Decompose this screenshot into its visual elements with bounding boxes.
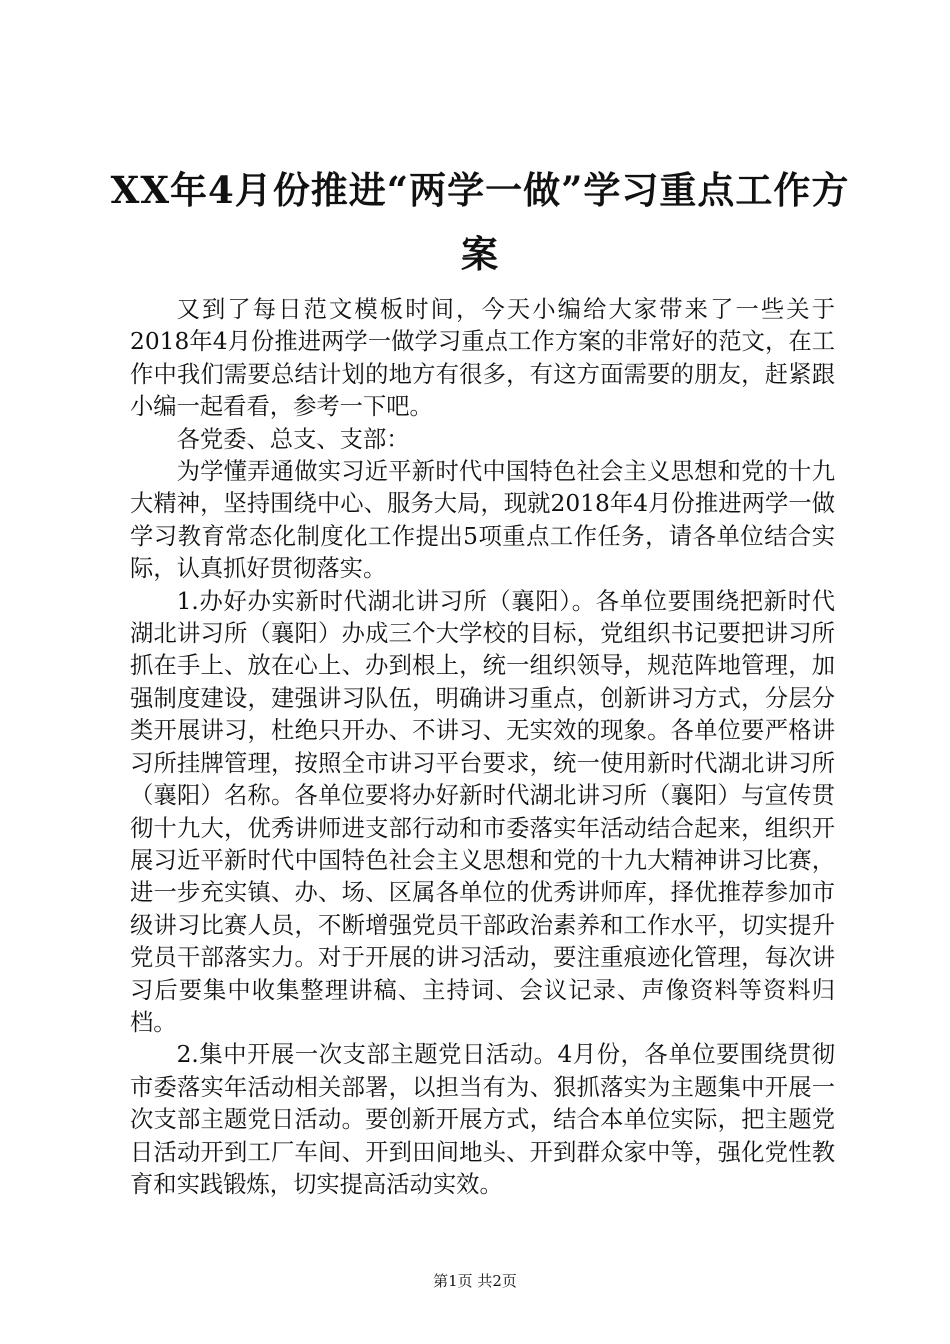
- task-2-paragraph: 2.集中开展一次支部主题党日活动。4月份，各单位要围绕贯彻市委落实年活动相关部署，以担当有为、狠抓落实为主题集中开展一次支部主题党日活动。要创新开展方式，结合本单位实际，把主题党日活动开到工厂车间、开到田间地头、开到群众家中等，强化党性教育和实践锻炼，切实提高活动实效。: [130, 1041, 835, 1198]
- salutation-paragraph: 各党委、总支、支部：: [176, 425, 410, 453]
- document-title: XX年4月份推进“两学一做”学习重点工作方案: [110, 168, 850, 276]
- page-indicator: 第1页 共2页: [433, 1272, 517, 1290]
- purpose-paragraph: 为学懂弄通做实习近平新时代中国特色社会主义思想和党的十九大精神，坚持围绕中心、服务大局，现就2018年4月份推进两学一做学习教育常态化制度化工作提出5项重点工作任务，请各单位结合实际，认真抓好贯彻落实。: [130, 458, 835, 583]
- page-footer: [0, 1271, 950, 1291]
- intro-paragraph: 又到了每日范文模板时间，今天小编给大家带来了一些关于2018年4月份推进两学一做学习重点工作方案的非常好的范文，在工作中我们需要总结计划的地方有很多，有这方面需要的朋友，赶紧跟小编一起看看，参考一下吧。: [130, 296, 835, 421]
- document-body: [130, 294, 835, 1201]
- task-1-paragraph: 1.办好办实新时代湖北讲习所（襄阳）。各单位要围绕把新时代湖北讲习所（襄阳）办成三个大学校的目标，党组织书记要把讲习所抓在手上、放在心上、办到根上，统一组织领导，规范阵地管理，加强制度建设，建强讲习队伍，明确讲习重点，创新讲习方式，分层分类开展讲习，杜绝只开办、不讲习、无实效的现象。各单位要严格讲习所挂牌管理，按照全市讲习平台要求，统一使用新时代湖北讲习所（襄阳）名称。各单位要将办好新时代湖北讲习所（襄阳）与宣传贯彻十九大，优秀讲师进支部行动和市委落实年活动结合起来，组织开展习近平新时代中国特色社会主义思想和党的十九大精神讲习比赛，进一步充实镇、办、场、区属各单位的优秀讲师库，择优推荐参加市级讲习比赛人员，不断增强党员干部政治素养和工作水平，切实提升党员干部落实力。对于开展的讲习活动，要注重痕迹化管理，每次讲习后要集中收集整理讲稿、主持词、会议记录、声像资料等资料归档。: [130, 587, 835, 1036]
